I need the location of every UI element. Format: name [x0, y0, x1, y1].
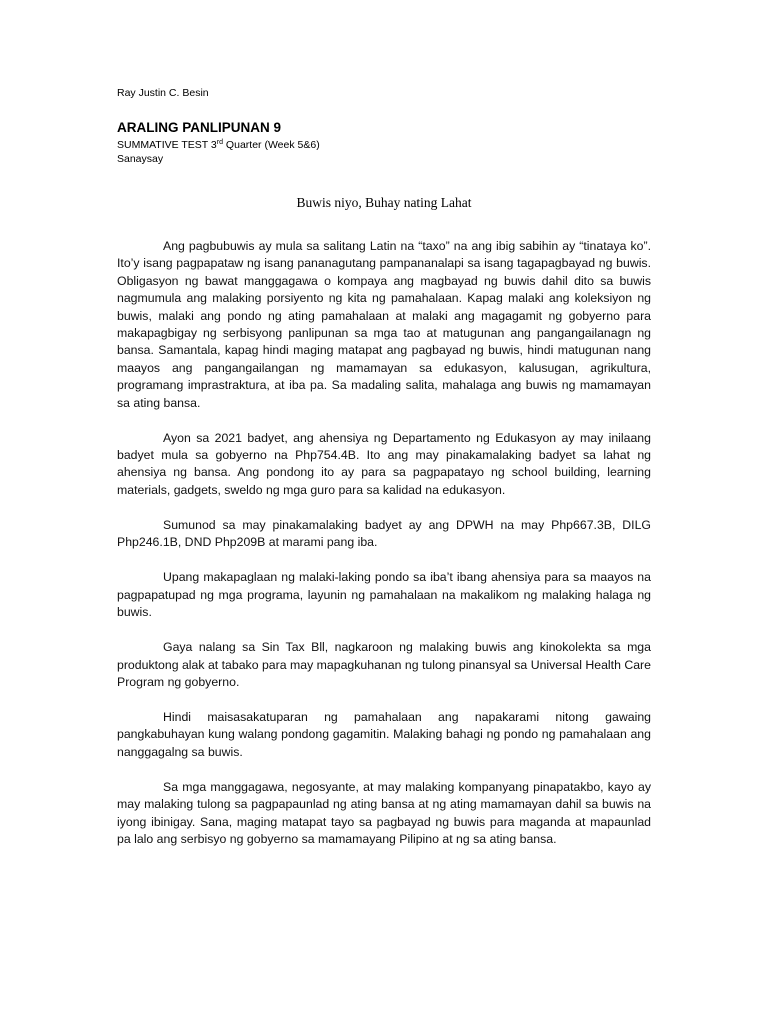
- test-line-suffix: Quarter (Week 5&6): [223, 139, 320, 151]
- paragraph-2: Ayon sa 2021 badyet, ang ahensiya ng Departamento ng Edukasyon ay may inilaang badyet mula sa gobyerno na Php754.4B. Ito ang may pinakamalaking badyet sa lahat ng ahensiya ng bansa. Ang pondong ito ay para sa pagpapatayo ng school building, learning materials, gadgets, sweldo ng mga guro para sa kalidad na edukasyon.: [117, 430, 651, 497]
- paragraph-7: Sa mga manggagawa, negosyante, at may malaking kompanyang pinapatakbo, kayo ay may malaking tulong sa pagpapaunlad ng ating bansa at ng ating mamamayan dahil sa buwis na iyong ibinigay. Sana, maging matapat tayo sa pagbayad ng buwis para maganda at mapaunlad pa lalo ang serbisyo ng gobyerno sa mamamayang Pilipino at ng sa ating bansa.: [117, 779, 651, 846]
- essay-title: Buwis niyo, Buhay nating Lahat: [296, 195, 472, 210]
- test-line-ordinal: rd: [216, 139, 224, 146]
- subject-title: ARALING PANLIPUNAN 9: [117, 120, 282, 135]
- test-line: [117, 138, 657, 152]
- document-header: [117, 86, 657, 166]
- paragraph-4: Upang makapaglaan ng malaki-laking pondo sa iba’t ibang ahensiya para sa maayos na pagpapatupad ng mga programa, layunin ng pamahalaan na makalikom ng malaking halaga ng buwis.: [117, 570, 651, 620]
- paragraph-3: Sumunod sa may pinakamalaking badyet ay ang DPWH na may Php667.3B, DILG Php246.1B, DND Php209B at marami pang iba.: [117, 517, 651, 550]
- paragraph-1: Ang pagbubuwis ay mula sa salitang Latin na “taxo” na ang ibig sabihin ay “tinataya ko”. Ito’y isang pagpapataw ng isang pananagutang pampananalapi sa isang tagapagbayad ng buwis. Obligasyon ng bawat manggagawa o kompaya ang magbayad ng buwis dahil dito sa buwis nagmumula ang malaking porsiyento ng kita ng pamahalaan. Kapag malaki ang koleksiyon ng buwis, malaki ang pondo ng ating pamahalaan at malaki ang magagamit ng gobyerno para makapagbigay ng serbisyong panlipunan sa mga tao at matugunan ang pangangailanagn ng bansa. Samantala, kapag hindi maging matapat ang pagbayad ng buwis, hindi matugunan nang maayos ang pangangailangan ng mamamayan sa edukasyon, kalusugan, agrikultura, programang imprastraktura, at iba pa. Sa madaling salita, mahalaga ang buwis ng mamamayan sa ating bansa.: [117, 239, 651, 410]
- essay-type: Sanaysay: [117, 153, 164, 165]
- test-line-prefix: SUMMATIVE TEST 3: [117, 139, 217, 151]
- essay-body: [117, 238, 651, 866]
- author-name: Ray Justin C. Besin: [117, 87, 209, 99]
- paragraph-5: Gaya nalang sa Sin Tax Bll, nagkaroon ng malaking buwis ang kinokolekta sa mga produktong alak at tabako para may mapagkuhanan ng tulong pinansyal sa Universal Health Care Program ng gobyerno.: [117, 640, 651, 689]
- paragraph-6: Hindi maisasakatuparan ng pamahalaan ang napakarami nitong gawaing pangkabuhayan kung walang pondong gagamitin. Malaking bahagi ng pondo ng pamahalaan ang nanggagalng sa buwis.: [117, 709, 651, 759]
